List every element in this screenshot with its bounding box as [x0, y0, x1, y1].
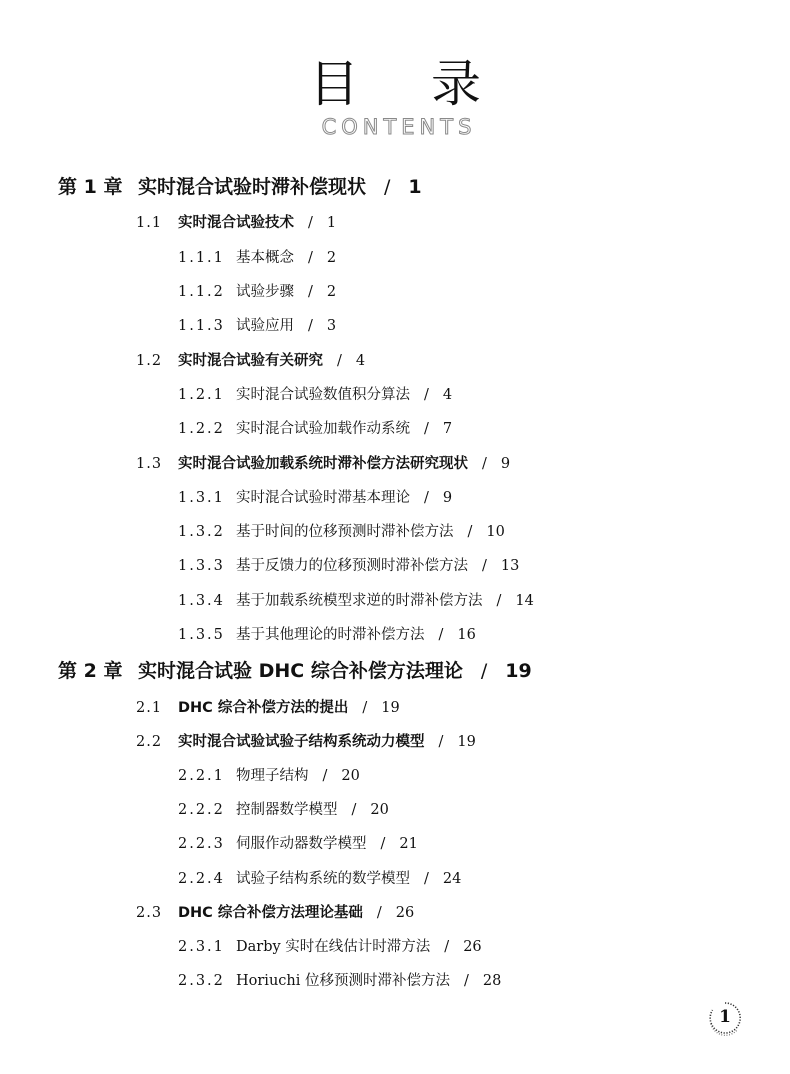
toc-section[interactable]	[136, 452, 510, 473]
toc-page-number: 19	[505, 660, 532, 682]
page-number: 1	[719, 1007, 731, 1027]
page-subtitle: CONTENTS	[321, 115, 477, 139]
toc-separator: /	[424, 421, 429, 437]
toc-subsection[interactable]	[178, 246, 336, 267]
toc-section[interactable]	[136, 696, 400, 717]
toc-number: 1.3.4	[178, 593, 225, 609]
toc-separator: /	[424, 871, 429, 887]
toc-number: 第 1 章	[58, 176, 123, 198]
toc-title: 伺服作动器数学模型	[236, 836, 367, 852]
toc-subsection[interactable]	[178, 764, 360, 785]
toc-number: 1.3.1	[178, 490, 225, 506]
toc-title: 实时混合试验加载系统时滞补偿方法研究现状	[178, 456, 468, 472]
toc-page-number: 1	[326, 215, 337, 231]
toc-subsection[interactable]	[178, 383, 452, 404]
toc-title: 试验应用	[236, 318, 294, 334]
toc-subsection[interactable]	[178, 554, 519, 575]
toc-title: DHC 综合补偿方法理论基础	[178, 905, 363, 921]
toc-title: 基于反馈力的位移预测时滞补偿方法	[236, 558, 468, 574]
toc-separator: /	[424, 490, 429, 506]
toc-separator: /	[308, 318, 313, 334]
toc-number: 2.3.2	[178, 973, 225, 989]
toc-subsection[interactable]	[178, 969, 501, 990]
toc-separator: /	[480, 660, 488, 682]
toc-page-number: 24	[442, 871, 462, 887]
toc-separator: /	[308, 284, 313, 300]
toc-title: 实时混合试验试验子结构系统动力模型	[178, 734, 425, 750]
toc-subsection[interactable]	[178, 867, 461, 888]
toc-title: 实时混合试验技术	[178, 215, 294, 231]
toc-page-number: 3	[326, 318, 337, 334]
toc-title: 实时混合试验时滞基本理论	[236, 490, 410, 506]
toc-title: 试验步骤	[236, 284, 294, 300]
toc-title: 基于加载系统模型求逆的时滞补偿方法	[236, 593, 483, 609]
toc-page-number: 26	[395, 905, 415, 921]
toc-subsection[interactable]	[178, 417, 452, 438]
toc-number: 1.1.3	[178, 318, 225, 334]
toc-page-number: 9	[500, 456, 511, 472]
toc-page-number: 9	[442, 490, 453, 506]
toc-page-number: 26	[463, 939, 482, 955]
toc-title: 控制器数学模型	[236, 802, 338, 818]
toc-page-number: 19	[457, 734, 476, 750]
toc-separator: /	[444, 939, 450, 955]
toc-page-number: 14	[515, 593, 534, 609]
toc-page-number: 2	[326, 250, 337, 266]
toc-title: 实时混合试验加载作动系统	[236, 421, 410, 437]
toc-number: 2.2.2	[178, 802, 225, 818]
toc-subsection[interactable]	[178, 589, 534, 610]
toc-title: 实时混合试验有关研究	[178, 353, 323, 369]
toc-number: 1.1	[136, 215, 163, 231]
toc-number: 2.1	[136, 700, 163, 716]
toc-chapter[interactable]	[58, 656, 532, 683]
page-title: 目录	[309, 55, 553, 113]
toc-separator: /	[362, 700, 368, 716]
toc-number: 1.2	[136, 353, 163, 369]
toc-page-number: 16	[457, 627, 476, 643]
toc-separator: /	[467, 524, 473, 540]
toc-number: 1.3.2	[178, 524, 225, 540]
toc-page-number: 7	[442, 421, 453, 437]
toc-section[interactable]	[136, 211, 336, 232]
toc-section[interactable]	[136, 349, 365, 370]
toc-number: 1.3.3	[178, 558, 225, 574]
toc-title: Horiuchi 位移预测时滞补偿方法	[236, 973, 450, 989]
toc-subsection[interactable]	[178, 935, 482, 956]
toc-number: 2.2.3	[178, 836, 225, 852]
toc-separator: /	[308, 215, 313, 231]
toc-chapter[interactable]	[58, 172, 422, 199]
toc-number: 1.1.2	[178, 284, 225, 300]
toc-page-number: 4	[442, 387, 453, 403]
toc-subsection[interactable]	[178, 623, 476, 644]
toc-title: 试验子结构系统的数学模型	[236, 871, 410, 887]
toc-number: 2.3	[136, 905, 163, 921]
toc-title: DHC 综合补偿方法的提出	[178, 700, 349, 716]
toc-page-number: 20	[370, 802, 389, 818]
toc-number: 2.2	[136, 734, 163, 750]
toc-title: 实时混合试验 DHC 综合补偿方法理论	[138, 660, 463, 682]
toc-separator: /	[482, 558, 487, 574]
toc-subsection[interactable]	[178, 280, 336, 301]
toc-number: 1.3.5	[178, 627, 225, 643]
toc-section[interactable]	[136, 901, 414, 922]
toc-subsection[interactable]	[178, 520, 505, 541]
toc-number: 2.2.1	[178, 768, 225, 784]
toc-number: 2.3.1	[178, 939, 225, 955]
toc-title: 实时混合试验时滞补偿现状	[138, 176, 367, 198]
toc-page-number: 21	[399, 836, 418, 852]
toc-subsection[interactable]	[178, 314, 336, 335]
toc-section[interactable]	[136, 730, 476, 751]
toc-separator: /	[496, 593, 502, 609]
toc-separator: /	[380, 836, 386, 852]
toc-page-number: 13	[500, 558, 520, 574]
toc-subsection[interactable]	[178, 832, 418, 853]
toc-page-number: 19	[381, 700, 400, 716]
toc-title: 实时混合试验数值积分算法	[236, 387, 410, 403]
toc-number: 第 2 章	[58, 660, 123, 682]
toc-title: 基本概念	[236, 250, 294, 266]
toc-separator: /	[376, 905, 382, 921]
toc-page-number: 2	[326, 284, 337, 300]
toc-separator: /	[482, 456, 487, 472]
toc-subsection[interactable]	[178, 486, 452, 507]
toc-separator: /	[424, 387, 429, 403]
toc-subsection[interactable]	[178, 798, 389, 819]
toc-page-number: 1	[408, 176, 422, 198]
toc-number: 1.2.1	[178, 387, 225, 403]
toc-page-number: 10	[486, 524, 505, 540]
toc-title: Darby 实时在线估计时滞方法	[236, 939, 431, 955]
toc-title: 基于时间的位移预测时滞补偿方法	[236, 524, 454, 540]
toc-separator: /	[337, 353, 342, 369]
toc-number: 1.2.2	[178, 421, 225, 437]
toc-page-number: 4	[355, 353, 366, 369]
page-number-badge	[707, 1000, 743, 1036]
toc-separator: /	[322, 768, 328, 784]
toc-page-number: 28	[482, 973, 502, 989]
toc-number: 1.3	[136, 456, 163, 472]
toc-title: 基于其他理论的时滞补偿方法	[236, 627, 425, 643]
toc-title: 物理子结构	[236, 768, 309, 784]
toc-page-number: 20	[341, 768, 360, 784]
toc-separator: /	[438, 627, 444, 643]
toc-separator: /	[351, 802, 357, 818]
toc-separator: /	[308, 250, 313, 266]
toc-separator: /	[438, 734, 444, 750]
toc-number: 2.2.4	[178, 871, 225, 887]
toc-separator: /	[464, 973, 469, 989]
toc-separator: /	[384, 176, 391, 198]
toc-number: 1.1.1	[178, 250, 225, 266]
